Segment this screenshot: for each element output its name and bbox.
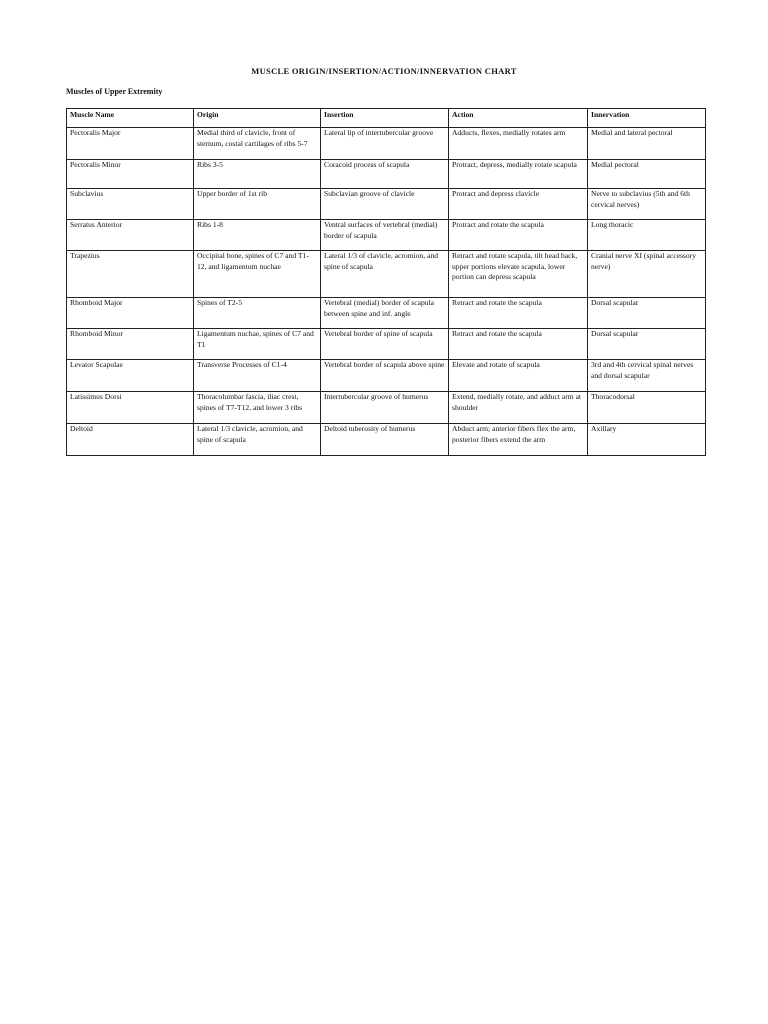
cell-innervation: Thoracodorsal (588, 392, 706, 424)
cell-muscle-name: Trapezius (67, 251, 194, 298)
table-row (67, 298, 706, 329)
table-row (67, 251, 706, 298)
header-insertion: Insertion (321, 109, 449, 128)
cell-origin: Transverse Processes of C1-4 (194, 360, 321, 392)
cell-muscle-name: Subclavius (67, 189, 194, 220)
cell-muscle-name: Pectoralis Minor (67, 160, 194, 189)
cell-muscle-name: Rhomboid Minor (67, 329, 194, 360)
cell-innervation: Nerve to subclavius (5th and 6th cervical nerves) (588, 189, 706, 220)
cell-innervation: Dorsal scapular (588, 298, 706, 329)
cell-insertion: Ventral surfaces of vertebral (medial) border of scapula (321, 220, 449, 251)
header-innervation: Innervation (588, 109, 706, 128)
cell-insertion: Vertebral (medial) border of scapula between spine and inf. angle (321, 298, 449, 329)
cell-action: Protract and depress clavicle (449, 189, 588, 220)
header-muscle-name: Muscle Name (67, 109, 194, 128)
cell-action: Abduct arm; anterior fibers flex the arm, posterior fibers extend the arm (449, 424, 588, 456)
table-row (67, 189, 706, 220)
cell-innervation: Long thoracic (588, 220, 706, 251)
cell-insertion: Subclavian groove of clavicle (321, 189, 449, 220)
cell-insertion: Coracoid process of scapula (321, 160, 449, 189)
cell-origin: Ligamentum nuchae, spines of C7 and T1 (194, 329, 321, 360)
cell-origin: Occipital bone, spines of C7 and T1-12, and ligamentum nuchae (194, 251, 321, 298)
cell-insertion: Intertubercular groove of humerus (321, 392, 449, 424)
cell-muscle-name: Levator Scapulae (67, 360, 194, 392)
header-action: Action (449, 109, 588, 128)
cell-muscle-name: Pectoralis Major (67, 128, 194, 160)
cell-action: Protract and rotate the scapula (449, 220, 588, 251)
section-title: Muscles of Upper Extremity (66, 87, 163, 96)
muscle-chart-table (66, 108, 706, 456)
cell-action: Extend, medially rotate, and adduct arm at shoulder (449, 392, 588, 424)
table-row (67, 128, 706, 160)
cell-insertion: Vertebral border of spine of scapula (321, 329, 449, 360)
cell-innervation: Medial and lateral pectoral (588, 128, 706, 160)
cell-action: Adducts, flexes, medially rotates arm (449, 128, 588, 160)
cell-innervation: Medial pectoral (588, 160, 706, 189)
page-title: MUSCLE ORIGIN/INSERTION/ACTION/INNERVATION CHART (251, 66, 517, 76)
header-origin: Origin (194, 109, 321, 128)
cell-insertion: Deltoid tuberosity of humerus (321, 424, 449, 456)
table-row (67, 424, 706, 456)
table-row (67, 160, 706, 189)
cell-action: Retract and rotate the scapula (449, 329, 588, 360)
cell-innervation: Dorsal scapular (588, 329, 706, 360)
cell-origin: Upper border of 1st rib (194, 189, 321, 220)
cell-origin: Thoracolumbar fascia, iliac crest, spines of T7-T12, and lower 3 ribs (194, 392, 321, 424)
cell-origin: Spines of T2-5 (194, 298, 321, 329)
table-row (67, 392, 706, 424)
cell-innervation: 3rd and 4th cervical spinal nerves and dorsal scapular (588, 360, 706, 392)
cell-action: Retract and rotate the scapula (449, 298, 588, 329)
cell-origin: Lateral 1/3 clavicle, acromion, and spine of scapula (194, 424, 321, 456)
cell-muscle-name: Deltoid (67, 424, 194, 456)
cell-innervation: Cranial nerve XI (spinal accessory nerve) (588, 251, 706, 298)
cell-insertion: Vertebral border of scapula above spine (321, 360, 449, 392)
table-row (67, 220, 706, 251)
cell-origin: Ribs 3-5 (194, 160, 321, 189)
cell-insertion: Lateral lip of intertubercular groove (321, 128, 449, 160)
cell-muscle-name: Rhomboid Major (67, 298, 194, 329)
cell-innervation: Axillary (588, 424, 706, 456)
cell-action: Elevate and rotate of scapula (449, 360, 588, 392)
table-header-row (67, 109, 706, 128)
cell-origin: Medial third of clavicle, front of sternum, costal cartilages of ribs 5-7 (194, 128, 321, 160)
table-row (67, 360, 706, 392)
cell-action: Protract, depress, medially rotate scapula (449, 160, 588, 189)
cell-insertion: Lateral 1/3 of clavicle, acromion, and spine of scapula (321, 251, 449, 298)
cell-muscle-name: Serratus Anterior (67, 220, 194, 251)
table-row (67, 329, 706, 360)
cell-action: Retract and rotate scapula, tilt head back, upper portions elevate scapula, lower portion can depress scapula (449, 251, 588, 298)
cell-muscle-name: Latissimus Dorsi (67, 392, 194, 424)
cell-origin: Ribs 1-8 (194, 220, 321, 251)
